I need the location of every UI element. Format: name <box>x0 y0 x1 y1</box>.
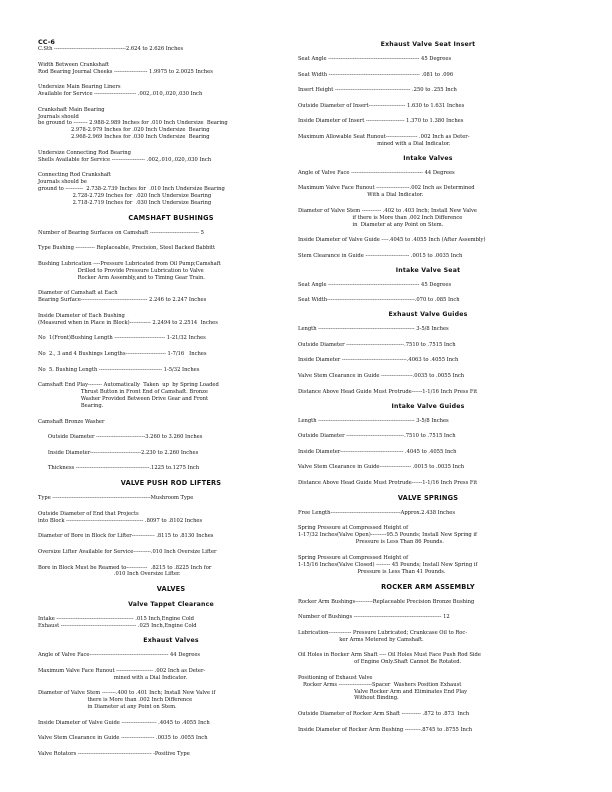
spec-entry <box>298 711 558 718</box>
spec-line: Width Between Crankshaft <box>38 61 109 68</box>
right-column <box>298 38 558 734</box>
spec-entry <box>38 62 304 76</box>
spec-entry <box>298 87 558 94</box>
spec-entry <box>298 253 558 260</box>
spec-line: if there is More than .002 Inch Difference <box>298 214 463 221</box>
section-heading: VALVES <box>156 585 186 594</box>
spec-line: Bore in Block Must be Reamed to------------ .8215 to .8225 Inch for <box>38 564 212 571</box>
spec-entry <box>298 118 558 125</box>
section-heading: Intake Valve Seat <box>395 266 461 274</box>
spec-entry <box>38 335 304 342</box>
spec-line: Inside Diameter of Valve Guide ----.4045 to .4055 Inch (After Assembly) <box>298 237 486 244</box>
spec-line: of Engine Only.Shaft Cannot Be Rotated. <box>298 659 462 666</box>
spec-line: there is More than .002 Inch Difference <box>38 697 193 704</box>
spec-line: With a Dial Indicator. <box>298 192 424 199</box>
spec-line: ground to ---------- 2.738-2.739 Inches for .010 Inch Undersize Bearing <box>38 186 225 193</box>
spec-entry <box>38 450 304 457</box>
spec-entry <box>298 282 558 289</box>
spec-entry <box>38 690 304 711</box>
spec-line: Inside Diameter-----------------------------2.230 to 2.260 Inches <box>38 449 199 456</box>
spec-line: Shells Available for Service ------------------- .002,.010,.020,.030 Inch <box>38 156 212 163</box>
spec-line: Outside Diameter ----------------------------3.260 to 3.260 Inches <box>38 434 203 441</box>
spec-entry <box>38 434 304 441</box>
spec-entry <box>298 418 558 425</box>
spec-line: 1-17/32 Inches(Valve Open)---------95.5 Pounds; Install New Spring if <box>298 532 477 539</box>
spec-line: Inside Diameter------------------------------------ .4045 to .4055 Inch <box>298 448 457 455</box>
spec-line: Outside Diameter of Insert--------------------- 1.630 to 1.631 Inches <box>298 102 465 109</box>
section-heading: Exhaust Valves <box>143 637 199 645</box>
spec-entry <box>298 630 558 644</box>
section-heading: Valve Tappet Clearance <box>128 601 214 609</box>
spec-line: mined with a Dial Indicator. <box>298 140 451 147</box>
spec-entry <box>38 511 304 525</box>
spec-line: Inside Diameter of Insert ---------------------- 1.370 to 1.380 Inches <box>298 118 464 125</box>
spec-entry <box>38 720 304 727</box>
spec-entry <box>298 297 558 304</box>
spec-entry <box>38 495 304 502</box>
spec-line: Bearing. <box>38 402 104 409</box>
spec-entry <box>298 464 558 471</box>
spec-line: in Diameter at any Point on Stem. <box>38 704 177 711</box>
spec-line: Inside Diameter of Each Bushing <box>38 312 125 319</box>
spec-line: Rocker Arm Assembly,and to Timing Gear Train. <box>38 274 205 281</box>
spec-line: Distance Above Head Guide Must Protrude------1-1/16 Inch Press Fit <box>298 479 478 486</box>
spec-line: Bearing Surface-------------------------------------- 2.246 to 2.247 Inches <box>38 297 207 304</box>
spec-entry <box>298 326 558 333</box>
spec-entry <box>298 72 558 79</box>
spec-line: Connecting Rod Crankshaft <box>38 172 111 179</box>
spec-entry <box>38 172 304 207</box>
spec-entry <box>38 616 304 630</box>
spec-entry <box>298 237 558 244</box>
spec-line: into Block -------------------------------------------- .8097 to .8102 Inches <box>38 517 203 524</box>
spec-line: Valve Stem Clearance in Guide ------------------- .0035 to .0055 Inch <box>38 735 208 742</box>
spec-line: Without Binding. <box>298 695 399 702</box>
section-heading: Intake Valves <box>403 154 453 162</box>
spec-line: Camshaft End Play-------- Automatically Taken up by Spring Loaded <box>38 382 219 389</box>
spec-line: Valve Stem Clearance in Guide ------------------.0035 to .0055 Inch <box>298 373 465 380</box>
spec-line: Thrust Button in Front End of Camshaft. Bronze <box>38 389 208 396</box>
spec-entry <box>298 208 558 229</box>
spec-line: Spring Pressure at Compressed Height of <box>298 525 408 532</box>
spec-line: Outside Diameter ---------------------------------.7510 to .7515 Inch <box>298 433 456 440</box>
spec-entry <box>298 727 558 734</box>
spec-line: Valve Rocker Arm and Eliminates End Play <box>298 688 468 695</box>
spec-entry <box>38 84 304 98</box>
spec-entry <box>38 290 304 304</box>
spec-entry <box>298 389 558 396</box>
spec-line: Spring Pressure at Compressed Height of <box>298 554 408 561</box>
spec-entry <box>298 373 558 380</box>
spec-line: Exhaust ------------------------------------------- .025 Inch,Engine Cold <box>38 623 197 630</box>
spec-entry <box>298 170 558 177</box>
spec-line: Diameter of Camshaft at Each <box>38 290 118 297</box>
spec-line: Positioning of Exhaust Valve <box>298 674 373 681</box>
spec-line: Stem Clearance in Guide ------------------------- .0015 to .0035 Inch <box>298 252 463 259</box>
spec-entry <box>38 107 304 142</box>
spec-entry <box>38 735 304 742</box>
spec-entry <box>38 751 304 758</box>
spec-entry <box>298 342 558 349</box>
spec-line: Free Length----------------------------------------Approx.2.438 Inches <box>298 509 456 516</box>
spec-entry <box>38 549 304 556</box>
spec-line: Valve Stem Clearance in Guide------------------ .0015 to .0035 Inch <box>298 464 465 471</box>
section-heading: VALVE SPRINGS <box>397 493 459 502</box>
spec-line: Bushing Lubrication ----Pressure Lubricated from Oil Pump;Camshaft <box>38 261 221 268</box>
right-column-body <box>298 41 558 734</box>
spec-line: Diameter of Valve Stem --------.400 to .401 Inch; Install New Valve if <box>38 690 216 697</box>
spec-line: Maximum Valve Face Runout --------------------- .002 Inch as Deter- <box>38 667 206 674</box>
spec-entry <box>298 555 558 576</box>
spec-entry <box>298 599 558 606</box>
section-heading: ROCKER ARM ASSEMBLY <box>381 582 475 591</box>
spec-line: Angle of Valve Face ----------------------------------------- 44 Degrees <box>298 169 455 176</box>
spec-line: be ground to -------- 2.988-2.989 Inches for .010 Inch Undersize Bearing <box>38 120 228 127</box>
spec-line: Drilled to Provide Pressure Lubrication to Valve <box>38 267 204 274</box>
spec-entry <box>38 367 304 374</box>
spec-line: Outside Diameter ---------------------------------.7510 to .7515 Inch <box>298 341 456 348</box>
spec-entry <box>298 652 558 666</box>
spec-line: Length ------------------------------------------------------- 3-5/8 Inches <box>298 326 449 333</box>
spec-line: Journals should be <box>38 179 87 186</box>
spec-line: Undersize Connecting Rod Bearing <box>38 149 131 156</box>
spec-entry <box>38 652 304 659</box>
spec-entry <box>38 382 304 410</box>
spec-entry <box>38 419 304 426</box>
spec-line: Valve Rotators ------------------------------------------ -Positive Type <box>38 750 190 757</box>
page-number: CC-6 <box>38 38 55 46</box>
spec-line: Angle of Valve Face--------------------------------------------- 44 Degrees <box>38 652 201 659</box>
spec-line: No 2., 3 and 4 Bushings Lengths----------------------- 1-7/16 Inches <box>38 351 207 358</box>
spec-line: Seat Width--------------------------------------------------.070 to .085 Inch <box>298 297 460 304</box>
spec-line: Pressure is Less Than 86 Pounds. <box>298 539 444 546</box>
spec-entry <box>298 449 558 456</box>
spec-line: Maximum Allowable Seat Runout------------------ .002 Inch as Deter- <box>298 133 470 140</box>
spec-line: Inside Diameter of Valve Guide -------------------- .4045 to .4055 Inch <box>38 719 210 726</box>
spec-entry <box>298 357 558 364</box>
spec-line: Outside Diameter of Rocker Arm Shaft ----------- .872 to .873 Inch <box>298 711 470 718</box>
spec-entry <box>298 134 558 148</box>
spec-entry <box>38 230 304 237</box>
spec-line: Oil Holes in Rocker Arm Shaft ---- Oil Holes Must Face Push Rod Side <box>298 652 481 659</box>
spec-line: Camshaft Bronze Washer <box>38 418 105 425</box>
spec-entry <box>38 533 304 540</box>
spec-line: Rocker Arm Bushings----------Replaceable Precision Bronze Bushing <box>298 598 475 605</box>
left-column-body <box>38 46 304 758</box>
spec-line: Crankshaft Main Bearing <box>38 106 105 113</box>
spec-entry <box>298 433 558 440</box>
spec-line: Number of Bushings -------------------------------------------------- 12 <box>298 614 450 621</box>
spec-line: Seat Angle ---------------------------------------------------- 45 Degrees <box>298 56 452 62</box>
spec-line: Journals should <box>38 113 79 120</box>
spec-line: Type Bushing ----------- Replaceable, Precision, Steel Backed Babbitt <box>38 245 216 252</box>
spec-line: Thickness ------------------------------------------.1225 to.1275 Inch <box>38 465 200 472</box>
spec-line: Distance Above Head Guide Must Protrude------1-1/16 Inch Press Fit <box>298 388 478 395</box>
section-heading: Intake Valve Guides <box>391 402 465 410</box>
spec-line: in Diameter at any Point on Stem. <box>298 221 444 228</box>
spec-line: (Measured when in Place in Block)------------ 2.2494 to 2.2514 Inches <box>38 319 218 326</box>
spec-line: Length ------------------------------------------------------- 3-5/8 Inches <box>298 417 449 424</box>
spec-line: Insert Height ------------------------------------------- .250 to .255 Inch <box>298 87 457 94</box>
spec-entry <box>38 261 304 282</box>
spec-entry <box>38 351 304 358</box>
spec-line: Number of Bearing Surfaces on Camshaft ---------------------------- 5 <box>38 229 204 236</box>
spec-line: Seat Angle ---------------------------------------------------- 45 Degrees <box>298 281 452 288</box>
spec-entry <box>38 668 304 682</box>
spec-entry <box>298 480 558 487</box>
spec-entry <box>298 103 558 110</box>
spec-line: 2.728-2.729 Inches for .020 Inch Undersize Bearing <box>38 193 212 200</box>
spec-entry <box>298 510 558 517</box>
spec-line: ker Arms Metered by Camshaft. <box>298 636 424 643</box>
spec-line: Maximum Valve Face Runout -------------------.002 Inch as Determined <box>298 185 475 192</box>
spec-line: Inside Diameter -------------------------------------.4063 to .4055 Inch <box>298 357 459 364</box>
spec-line: Oversize Lifter Available for Service----------.010 Inch Oversize Lifter <box>38 548 217 555</box>
spec-line: C.Sth -----------------------------------------2.624 to 2.626 Inches <box>38 46 184 52</box>
section-heading: Exhaust Valve Guides <box>388 311 468 319</box>
section-heading: CAMSHAFT BUSHINGS <box>128 213 214 222</box>
spec-line: Intake -------------------------------------------- .015 Inch,Engine Cold <box>38 616 194 623</box>
spec-entry <box>38 565 304 579</box>
spec-line: 2.718-2.719 Inches for .030 Inch Undersize Bearing <box>38 199 212 206</box>
spec-line: 1-15/16 Inches(Valve Closed) -------- 45 Pounds; Install New Spring if <box>298 561 478 568</box>
spec-entry <box>298 185 558 199</box>
spec-entry <box>298 675 558 703</box>
spec-entry <box>38 465 304 472</box>
section-heading: VALVE PUSH ROD LIFTERS <box>120 479 222 488</box>
spec-entry <box>298 525 558 546</box>
spec-line: Type --------------------------------------------------------Mushroom Type <box>38 495 194 502</box>
spec-line: Seat Width ---------------------------------------------------- .081 to .096 <box>298 71 454 78</box>
spec-entry <box>38 46 304 53</box>
spec-line: Washer Provided Between Drive Gear and Front <box>38 396 209 403</box>
spec-line: Diameter of Bore in Block for Lifter------------- .8115 to .8130 Inches <box>38 533 214 540</box>
spec-entry <box>298 56 558 63</box>
spec-line: Rocker Arms -------------------Spacer Washers Position Exhaust <box>298 681 462 688</box>
spec-line: Diameter of Valve Stem ----------- .402 to .403 Inch; Install New Valve <box>298 207 477 214</box>
spec-entry <box>298 614 558 621</box>
spec-line: Pressure is Less Than 41 Pounds. <box>298 568 446 575</box>
left-column <box>38 38 304 758</box>
spec-line: .010 Inch Oversize Lifter. <box>38 571 181 578</box>
spec-line: 2.978-2.979 Inches for .020 Inch Undersize Bearing <box>38 127 210 134</box>
spec-line: No 5. Bushing Length ------------------------------------ 1-5/32 Inches <box>38 366 200 373</box>
spec-line: Inside Diameter of Rocker Arm Bushing ---------.8745 to .8755 Inch <box>298 726 473 733</box>
spec-line: Lubrication------------- Pressure Lubricated; Crankcase Oil to Roc- <box>298 629 468 636</box>
spec-line: Available for Service ------------------------ .002,.010,.020,.030 Inch <box>38 91 203 97</box>
spec-line: Rod Bearing Journal Cheeks ------------------- 1.9975 to 2.0025 Inches <box>38 68 213 75</box>
spec-line: Outside Diameter of End that Projects <box>38 510 139 517</box>
section-heading: Exhaust Valve Seat Insert <box>380 41 476 48</box>
spec-entry <box>38 245 304 252</box>
spec-line: mined with a Dial Indicator. <box>38 674 188 681</box>
spec-entry <box>38 150 304 164</box>
spec-line: No 1(Front)Bushing Length ----------------------------- 1-21/32 Inches <box>38 335 206 342</box>
spec-entry <box>38 313 304 327</box>
spec-line: 2.968-2.969 Inches for .030 Inch Undersize Bearing <box>38 134 210 141</box>
spec-line: Undersize Main Bearing Liners <box>38 84 121 91</box>
